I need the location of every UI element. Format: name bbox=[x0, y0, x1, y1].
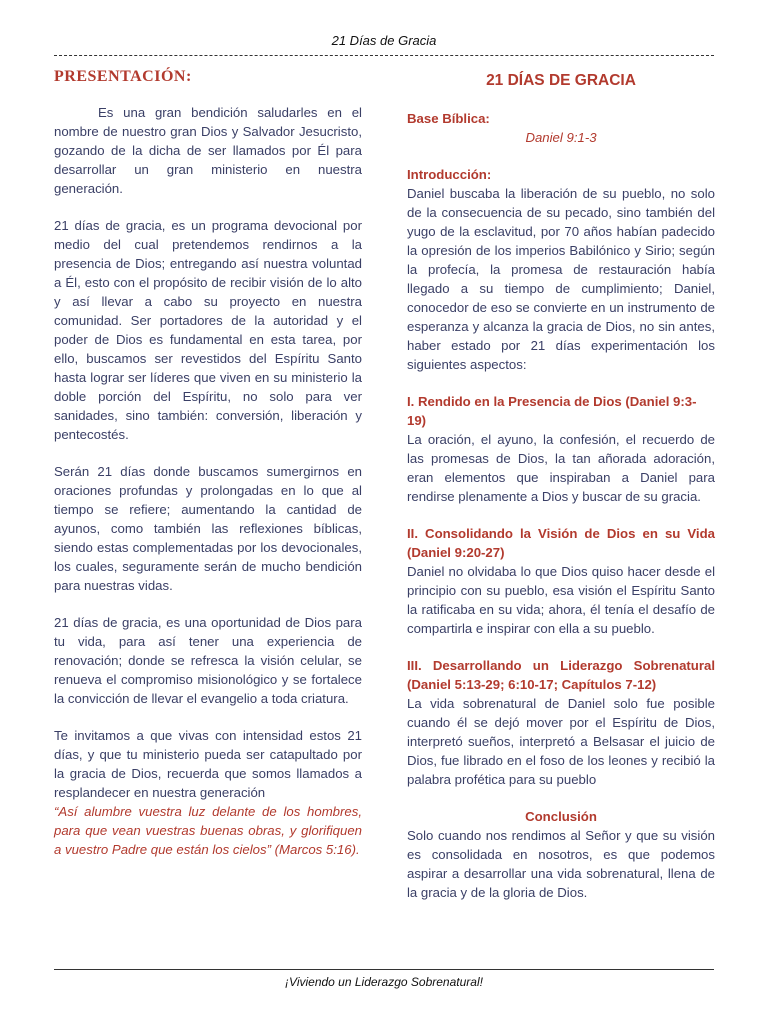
introduction-label: Introducción: bbox=[407, 167, 492, 182]
section-3-text: La vida sobrenatural de Daniel solo fue posible cuando él se dejó mover por el Espíritu de Dios, interpretó sueños, interpretó a Belsasar el juicio de Dios, fue librado en el foso de los leones y recibió la palabra profética para su pueblo bbox=[407, 696, 715, 787]
footer-divider bbox=[54, 969, 714, 970]
section-2-text: Daniel no olvidaba lo que Dios quiso hacer desde el principio con su pueblo, esa visión el Espíritu Santo la ratificaba en su vida; ahora, él tenía el desafío de compartirla e inspirar con ella a su pueblo. bbox=[407, 564, 715, 636]
conclusion-text: Solo cuando nos rendimos al Señor y que su visión es consolidada en nosotros, es que podemos aspirar a desarrollar una vida sobrenatural, llena de la gracia y de la gloria de Dios. bbox=[407, 828, 715, 900]
section-1-text: La oración, el ayuno, la confesión, el recuerdo de las promesas de Dios, la tan añorada adoración, eran elementos que inspiraban a Daniel para rendirse plenamente a Dios y buscar de su gracia. bbox=[407, 432, 715, 504]
introduction-text: Daniel buscaba la liberación de su pueblo, no solo de la consecuencia de su pecado, sino también del yugo de la esclavitud, por 70 años habían padecido la opresión de los imperios Babilónico y Sirio; según la profecía, la promesa de restauración había llegado a su tiempo de cumplimiento; Daniel, conocedor de eso se convierte en un instrumento de esperanza y alcanza la gracia de Dios, no sin antes, haber estado por 21 días experimentación los siguientes aspectos: bbox=[407, 186, 715, 372]
section-1-title: I. Rendido en la Presencia de Dios (Daniel 9:3-19) bbox=[407, 394, 697, 428]
presentation-paragraph-3: Serán 21 días donde buscamos sumergirnos en oraciones profundas y prolongadas en lo que al tiempo se refiere; aumentando la cantidad de ayunos, como también las reflexiones bíblicas, siendo estas complementadas por los devocionales, los cuales, seguramente serán de mucho bendición para nuestras vidas. bbox=[54, 464, 362, 593]
left-column bbox=[54, 68, 362, 859]
right-column bbox=[407, 72, 715, 902]
section-3-title: III. Desarrollando un Liderazgo Sobrenatural (Daniel 5:13-29; 6:10-17; Capítulos 7-12) bbox=[407, 658, 715, 692]
header-divider bbox=[54, 55, 714, 56]
conclusion-title: Conclusión bbox=[525, 809, 597, 824]
page-footer-title: ¡Viviendo un Liderazgo Sobrenatural! bbox=[285, 975, 483, 989]
section-2-title: II. Consolidando la Visión de Dios en su Vida (Daniel 9:20-27) bbox=[407, 526, 715, 560]
presentation-paragraph-5: Te invitamos a que vivas con intensidad estos 21 días, y que tu ministerio pueda ser catapultado por la gracia de Dios, recuerda que somos llamados a resplandecer en nuestra generación bbox=[54, 728, 362, 800]
presentation-paragraph-1: Es una gran bendición saludarles en el nombre de nuestro gran Dios y Salvador Jesucristo, gozando de la dicha de ser llamados por Él para desarrollar un gran ministerio en nuestra generación. bbox=[54, 105, 362, 196]
page-header-title: 21 Días de Gracia bbox=[331, 33, 437, 48]
base-biblica-label: Base Bíblica: bbox=[407, 111, 490, 126]
bible-quote: “Así alumbre vuestra luz delante de los hombres, para que vean vuestras buenas obras, y glorifiquen a vuestro Padre que están los cielos” (Marcos 5:16). bbox=[54, 804, 362, 857]
presentation-paragraph-4: 21 días de gracia, es una oportunidad de Dios para tu vida, para así tener una experiencia de renovación; donde se refresca la visión celular, se renueva el compromiso misionológico y se fortalece la convicción de llevar el evangelio a toda criatura. bbox=[54, 615, 362, 706]
presentation-heading: PRESENTACIÓN: bbox=[54, 68, 192, 85]
base-biblica-reference: Daniel 9:1-3 bbox=[525, 130, 597, 145]
devotional-heading: 21 DÍAS DE GRACIA bbox=[486, 72, 636, 89]
presentation-paragraph-2: 21 días de gracia, es un programa devocional por medio del cual pretendemos rendirnos a la presencia de Dios; entregando así nuestra voluntad a Él, esto con el propósito de recibir visión de lo alto y así llevar a cabo su proyecto en nuestra comunidad. Ser portadores de la autoridad y el poder de Dios es fundamental en esta tarea, por ello, buscamos ser revestidos del Espíritu Santo hasta lograr ser líderes que viven en su ministerio la doble porción del Espíritu, no solo para ver sanidades, sino también: conversión, liberación y pentecostés. bbox=[54, 218, 362, 442]
